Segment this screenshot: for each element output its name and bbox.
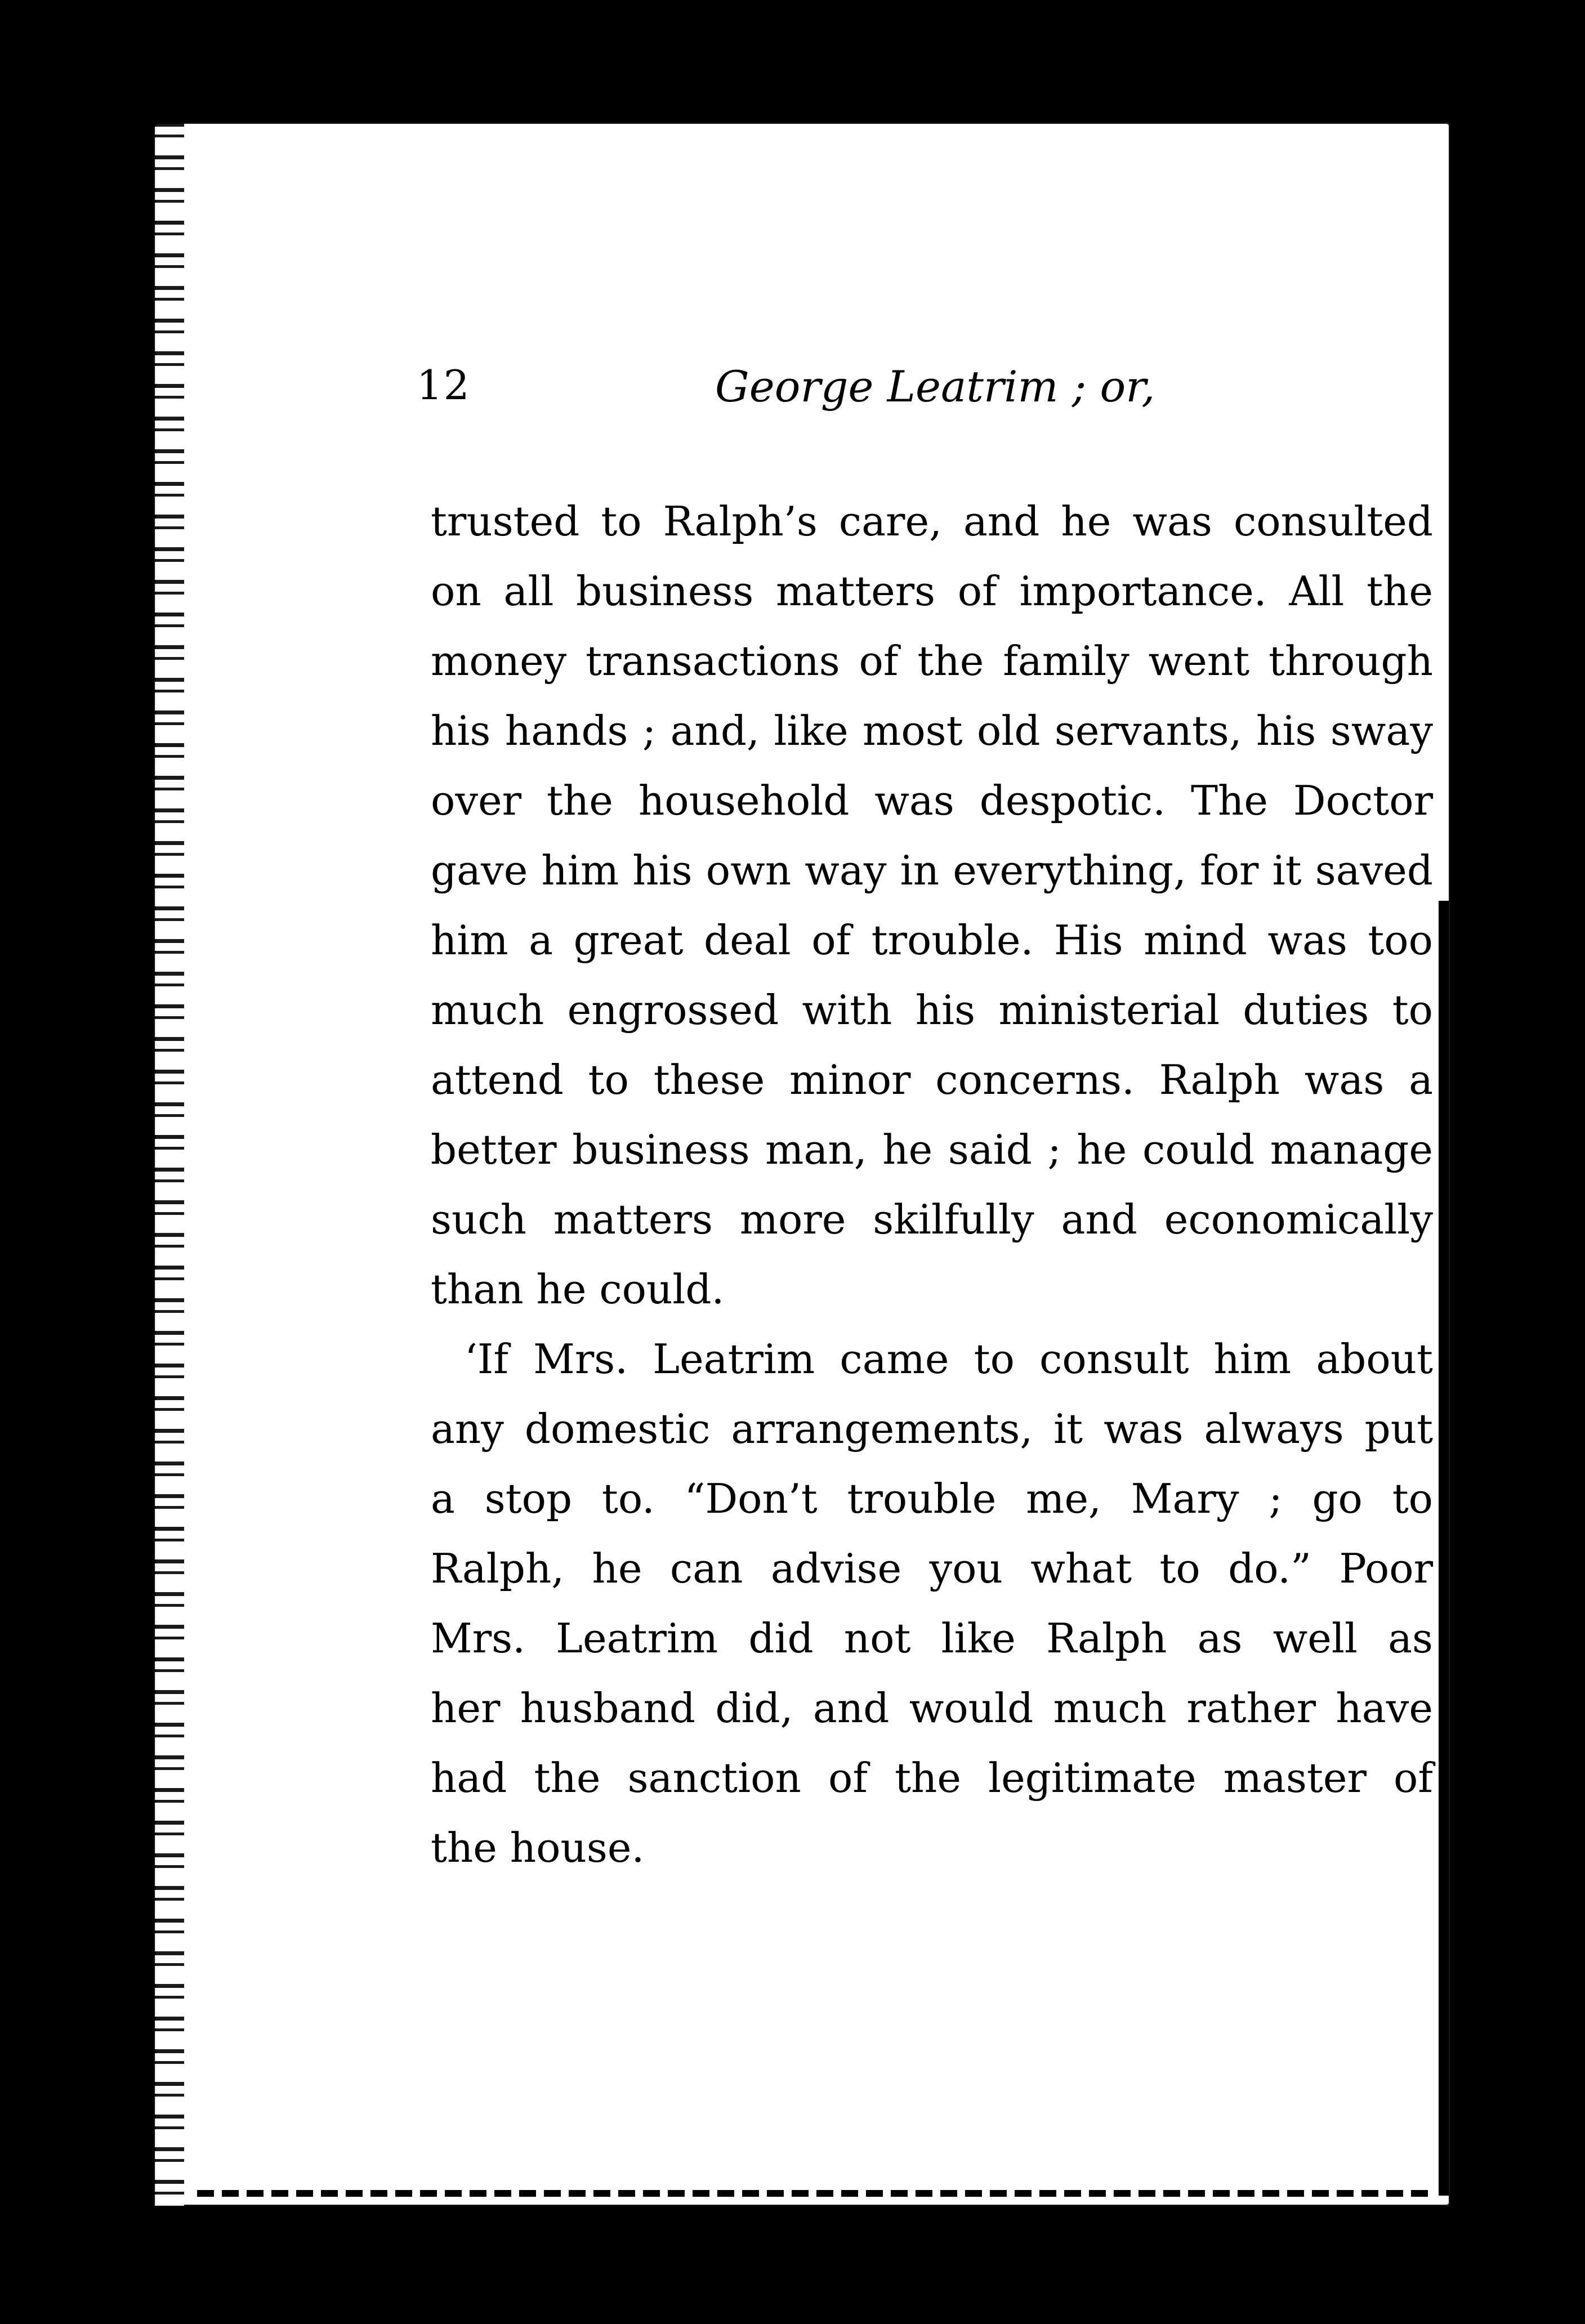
paragraph-2 [431, 1324, 1433, 1883]
text-line: over the household was despotic. The Doctor [431, 777, 1433, 824]
text-line: better business man, he said ; he could manage [431, 1126, 1433, 1173]
paragraph-1 [431, 486, 1433, 1324]
text-line: on all business matters of importance. All the [431, 567, 1433, 615]
text-line: the house. [431, 1824, 645, 1871]
text-line: his hands ; and, like most old servants, his sway [431, 707, 1433, 754]
page-number: 12 [417, 361, 471, 409]
text-line: her husband did, and would much rather have [431, 1684, 1433, 1732]
text-line: had the sanction of the legitimate master of [431, 1754, 1433, 1802]
text-line: him a great deal of trouble. His mind was too [431, 917, 1433, 964]
text-line: than he could. [431, 1266, 725, 1313]
text-line: money transactions of the family went through [431, 637, 1433, 685]
text-line: Ralph, he can advise you what to do.” Poor [431, 1545, 1433, 1592]
running-title: George Leatrim ; or, [715, 361, 1155, 412]
text-line: much engrossed with his ministerial duties to [431, 986, 1433, 1034]
text-line: a stop to. “Don’t trouble me, Mary ; go to [431, 1475, 1433, 1522]
text-line: such matters more skilfully and economically [431, 1196, 1433, 1243]
running-head [417, 361, 1374, 429]
text-line: gave him his own way in everything, for it saved [431, 847, 1433, 894]
text-line: Mrs. Leatrim did not like Ralph as well as [431, 1615, 1433, 1662]
text-line: any domestic arrangements, it was always put [431, 1405, 1433, 1452]
scan-edge-bottom [197, 2190, 1436, 2197]
text-line: ‘If Mrs. Leatrim came to consult him about [465, 1335, 1433, 1383]
scan-edge-left [155, 123, 184, 2206]
body-text [431, 486, 1433, 1883]
text-line: trusted to Ralph’s care, and he was consulted [431, 498, 1433, 545]
scan-edge-right [1439, 901, 1449, 2196]
text-line: attend to these minor concerns. Ralph was a [431, 1056, 1433, 1103]
